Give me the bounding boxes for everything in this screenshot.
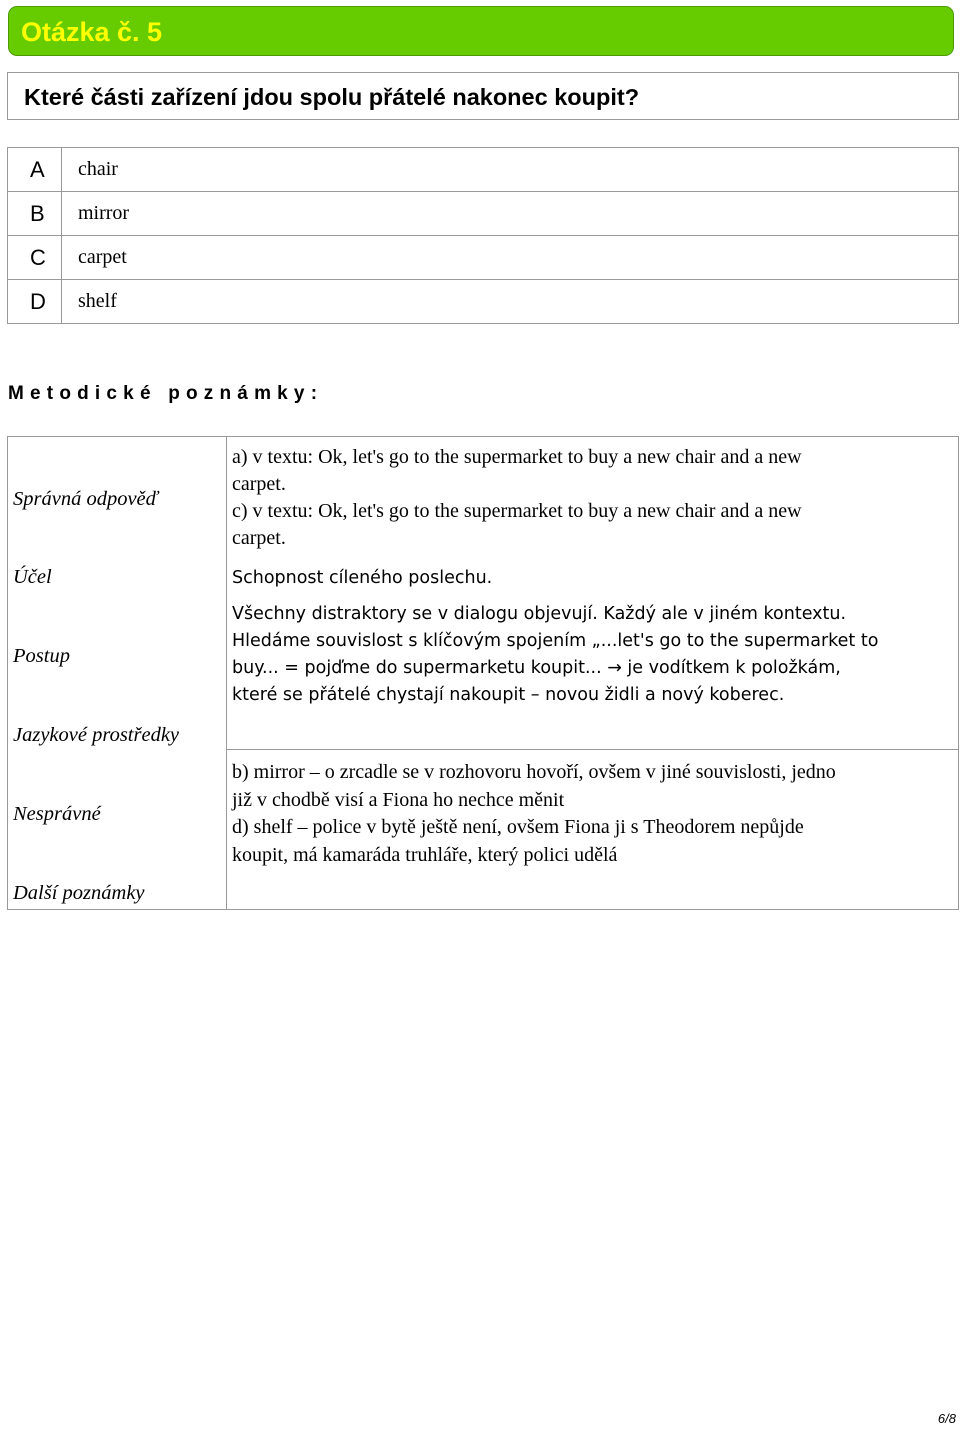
incorrect-line: d) shelf – police v bytě ještě není, ovšem Fiona ji s Theodorem nepůjde (232, 816, 804, 838)
label-procedure: Postup (13, 645, 70, 667)
option-row (8, 192, 959, 236)
option-letter: B (8, 192, 62, 236)
purpose-text: Schopnost cíleného poslechu. (232, 568, 493, 588)
row-divider (226, 749, 958, 750)
answer-options-table (7, 147, 959, 324)
question-number-title: Otázka č. 5 (21, 17, 163, 47)
incorrect-line: již v chodbě visí a Fiona ho nechce měnit (232, 789, 565, 811)
label-other-notes: Další poznámky (13, 882, 145, 904)
question-box (7, 72, 959, 120)
procedure-line: buy... = pojďme do supermarketu koupit... → je vodítkem k položkám, (232, 658, 841, 678)
page-number: 6/8 (937, 1411, 956, 1426)
label-correct-answer: Správná odpověď (13, 488, 159, 510)
option-text: shelf (62, 280, 959, 324)
methodic-notes-heading: Metodické poznámky: (8, 383, 324, 404)
option-row (8, 280, 959, 324)
label-purpose: Účel (13, 566, 52, 588)
correct-answer-line: carpet. (232, 473, 286, 495)
column-divider (226, 437, 227, 909)
option-text: carpet (62, 236, 959, 280)
option-text: chair (62, 148, 959, 192)
option-letter: D (8, 280, 62, 324)
procedure-line: Hledáme souvislost s klíčovým spojením „...let's go to the supermarket to (232, 631, 879, 651)
procedure-line: Všechny distraktory se v dialogu objevují. Každý ale v jiném kontextu. (232, 604, 847, 624)
option-text: mirror (62, 192, 959, 236)
option-letter: A (8, 148, 62, 192)
option-row (8, 148, 959, 192)
option-letter: C (8, 236, 62, 280)
question-text: Které části zařízení jdou spolu přátelé nakonec koupit? (24, 84, 640, 110)
incorrect-line: koupit, má kamaráda truhláře, který polici udělá (232, 844, 618, 866)
methodic-notes-box (7, 436, 959, 910)
correct-answer-line: a) v textu: Ok, let's go to the supermarket to buy a new chair and a new (232, 446, 802, 468)
option-row (8, 236, 959, 280)
incorrect-line: b) mirror – o zrcadle se v rozhovoru hovoří, ovšem v jiné souvislosti, jedno (232, 761, 836, 783)
correct-answer-line: carpet. (232, 527, 286, 549)
correct-answer-line: c) v textu: Ok, let's go to the supermarket to buy a new chair and a new (232, 500, 802, 522)
question-header-bar (8, 6, 954, 56)
label-incorrect: Nesprávné (13, 803, 101, 825)
procedure-line: které se přátelé chystají nakoupit – novou židli a nový koberec. (232, 685, 785, 705)
label-language-means: Jazykové prostředky (13, 724, 180, 746)
